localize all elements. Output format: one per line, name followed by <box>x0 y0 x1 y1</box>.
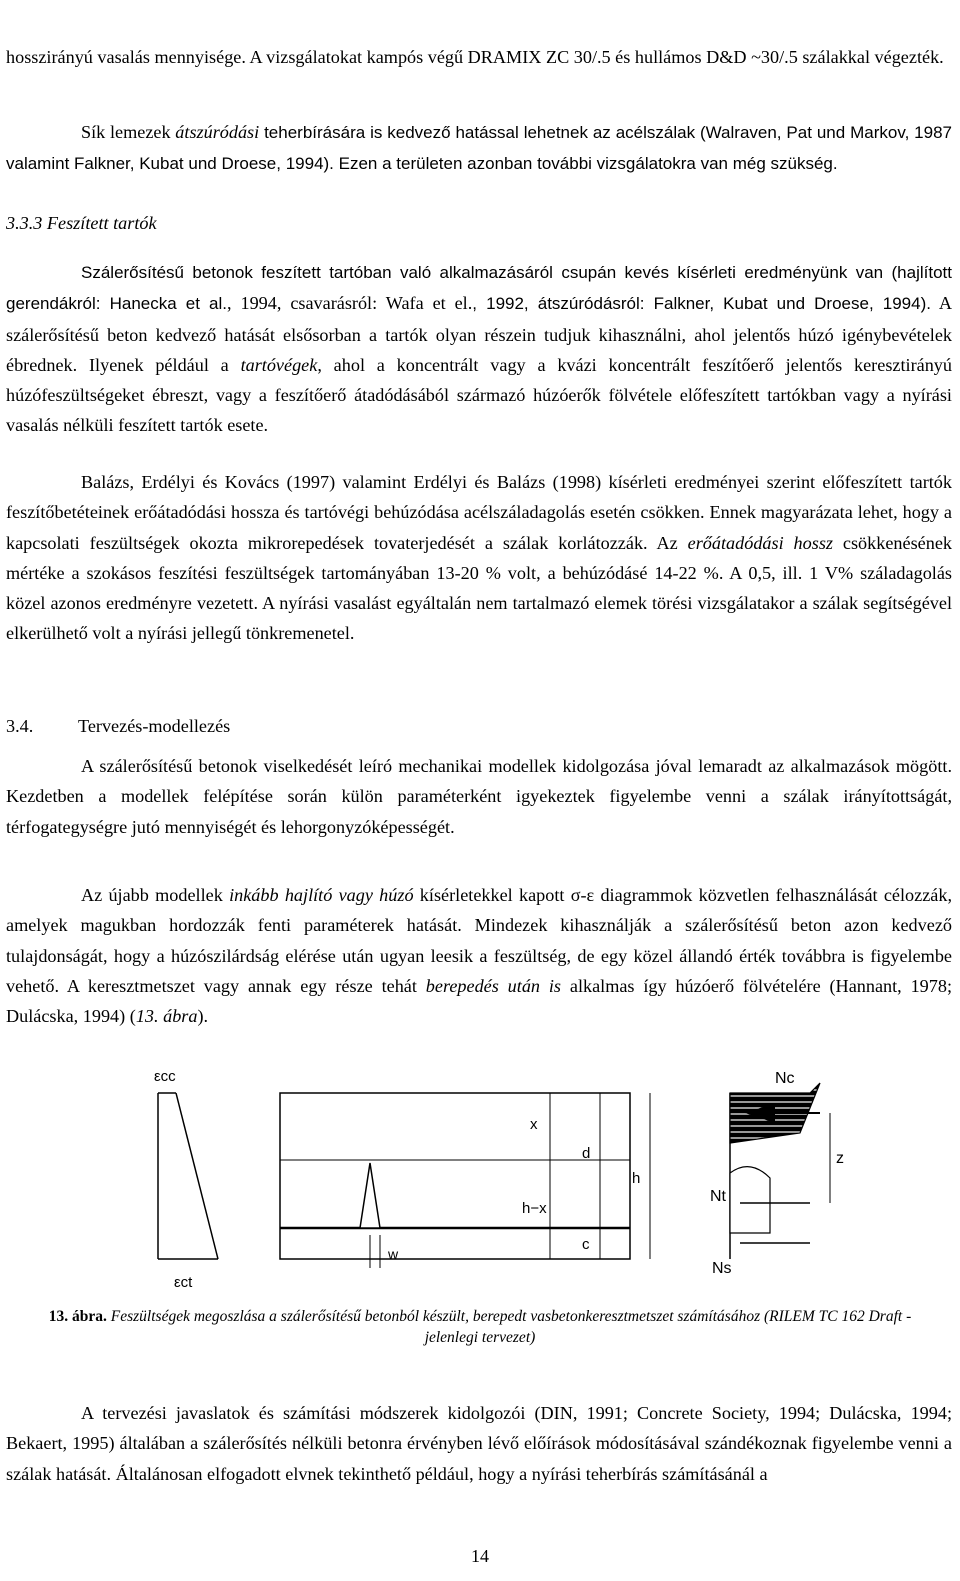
section-heading-333: 3.3.3 Feszített tartók <box>6 213 157 233</box>
para-prestressed-text-c: , 1992, átszúródásról: Falkner, Kubat und Droese, 1994). <box>472 294 931 314</box>
label-h: h <box>632 1170 641 1187</box>
label-c: c <box>582 1236 590 1253</box>
caption-text: Feszültségek megoszlása a szálerősítésű betonból készült, berepedt vasbetonkeresztmetszet számításához (RILEM TC 162 Draft - jelenlegi tervezet) <box>106 1308 912 1346</box>
paragraph-intro <box>6 42 952 72</box>
para-balazs-text-b: csökkenésének mértéke a szokásos feszítési feszültségek tartományában 13-20 % volt, a behúzódásé 14-22 %. A 0,5, ill. 1 V% száladagolás közel azonos eredményre vezetett. A nyírási vasalást egyáltalán nem tartalmazó elemek törési vizsgálatakor a szálak segítségével elkerülhető volt a nyírási jellegű tönkremenetel. <box>6 532 952 644</box>
figure-caption <box>30 1306 930 1348</box>
figure-13 <box>130 1063 858 1303</box>
section-heading-34 <box>6 716 231 737</box>
para-prestressed-text-e: , ahol a koncentrált vagy a kvázi koncentrált feszítőerő jelentős keresztirányú húzófeszültségeket ébreszt, vagy a feszítőerő átadódásából származó húzóerők fölvétele előfeszített tartókban vagy a nyírási vasalás nélküli feszített tartók esete. <box>6 354 952 436</box>
para-design-text: A tervezési javaslatok és számítási módszerek kidolgozói (DIN, 1991; Concrete Society, 1994; Dulácska, 1994; Bekaert, 1995) általában a szálerősítés nélküli betonra érvényben lévő előírások módosításával szándékoznak figyelembe venni a szálak hatását. Általánosan elfogadott elvnek tekinthető például, hogy a nyírási teherbírás számításánál a <box>6 1403 952 1484</box>
label-w: w <box>388 1246 399 1262</box>
para-prestressed-text-d: A szálerősítésű beton kedvező hatását elsősorban a tartók olyan részein tudjuk kihasználni, ahol jelentős húzó igénybevételek ébrednek. Ilyenek például a <box>6 293 953 375</box>
label-h-x: h−x <box>522 1200 547 1217</box>
caption-label: 13. ábra. <box>48 1308 107 1325</box>
para-punching-italic: átszúródási <box>175 122 260 142</box>
paragraph-punching <box>6 117 952 180</box>
para-newer-text-b: kísérletekkel kapott σ-ε diagrammok közvetlen felhasználását célozzák, amelyek magukban hordozzák fenti paraméterek hatását. Mindezek kihasználják a szálerősítésű beton azon kedvező tulajdonságát, hogy a húzószilárdság elérése után ugyan leesik a feszültség, de egy közel állandó érték továbbra is figyelembe vehető. A keresztmetszet vagy annak egy része tehát <box>6 885 952 996</box>
paragraph-newer-models <box>6 880 952 1031</box>
label-z: z <box>836 1150 844 1167</box>
page-number: 14 <box>471 1546 489 1566</box>
para-newer-italic-1: inkább hajlító vagy húzó <box>229 885 414 905</box>
label-nc: Nc <box>775 1070 795 1087</box>
label-x: x <box>530 1116 538 1133</box>
para-newer-text-a: Az újabb modellek <box>81 885 230 905</box>
para-punching-text-b: teherbírására is kedvező hatással lehetnek az acélszálak (Walraven, Pat und Markov, 1987 valamint Falkner, Kubat und Droese, 1994). Ezen a területen azonban további vizsgálatokra van még szükség. <box>6 123 952 174</box>
para-intro-text: hosszirányú vasalás mennyisége. A vizsgálatokat kampós végű DRAMIX ZC 30/.5 és hullámos D&D ~30/.5 szálakkal végezték. <box>6 47 944 67</box>
paragraph-design <box>6 1398 952 1489</box>
section-title: Tervezés-modellezés <box>78 716 231 736</box>
label-epsilon-ct: εct <box>174 1274 193 1291</box>
para-modeling-text: A szálerősítésű betonok viselkedését leíró mechanikai modellek kidolgozása jóval lemaradt az alkalmazások mögött. Kezdetben a modellek felépítése során külön paraméterként igyekeztek figyelembe venni a szálak irányítottságát, térfogategységre jutó mennyiségét és lehorgonyzóképességét. <box>6 756 952 837</box>
paragraph-balazs <box>6 467 952 649</box>
para-newer-text-d: ). <box>197 1006 209 1027</box>
para-prestressed-italic: tartóvégek <box>240 354 318 375</box>
tension-block <box>730 1167 770 1233</box>
para-prestressed-text-b: , 1994, csavarásról: Wafa et el. <box>227 293 473 314</box>
para-prestressed-text-a: Szálerősítésű betonok feszített tartóban való alkalmazásáról csupán kevés kísérleti eredményünk van (hajlított gerendákról: Hanecka et al. <box>6 263 952 314</box>
stress-distribution-diagram <box>130 1063 858 1303</box>
para-punching-text-a: Sík lemezek <box>81 122 176 142</box>
label-ns: Ns <box>712 1260 732 1277</box>
cross-section <box>280 1093 630 1259</box>
paragraph-prestressed <box>6 257 952 441</box>
label-epsilon-cc: εcc <box>154 1068 176 1085</box>
label-d: d <box>582 1145 591 1162</box>
label-nt: Nt <box>710 1188 726 1205</box>
para-balazs-text-a: Balázs, Erdélyi és Kovács (1997) valamint Erdélyi és Balázs (1998) kísérleti eredményei szerint előfeszített tartók feszítőbetéteinek erőátadódási hossza és tartóvégi behúzódása acélszáladagolás esetén csökken. Ennek magyarázata lehet, hogy a kapcsolati feszültségek okozta mikrorepedések tovaterjedését a szálak korlátozzák. Az <box>6 472 952 553</box>
paragraph-modeling <box>6 751 952 842</box>
para-balazs-italic: erőátadódási hossz <box>687 532 833 553</box>
para-newer-text-c: alkalmas így húzóerő fölvételére (Hannant, 1978; Dulácska, 1994) ( <box>6 975 952 1027</box>
para-newer-italic-2: berepedés után is <box>425 975 562 996</box>
para-newer-italic-3: 13. ábra <box>135 1006 198 1027</box>
section-number: 3.4. <box>6 716 34 736</box>
